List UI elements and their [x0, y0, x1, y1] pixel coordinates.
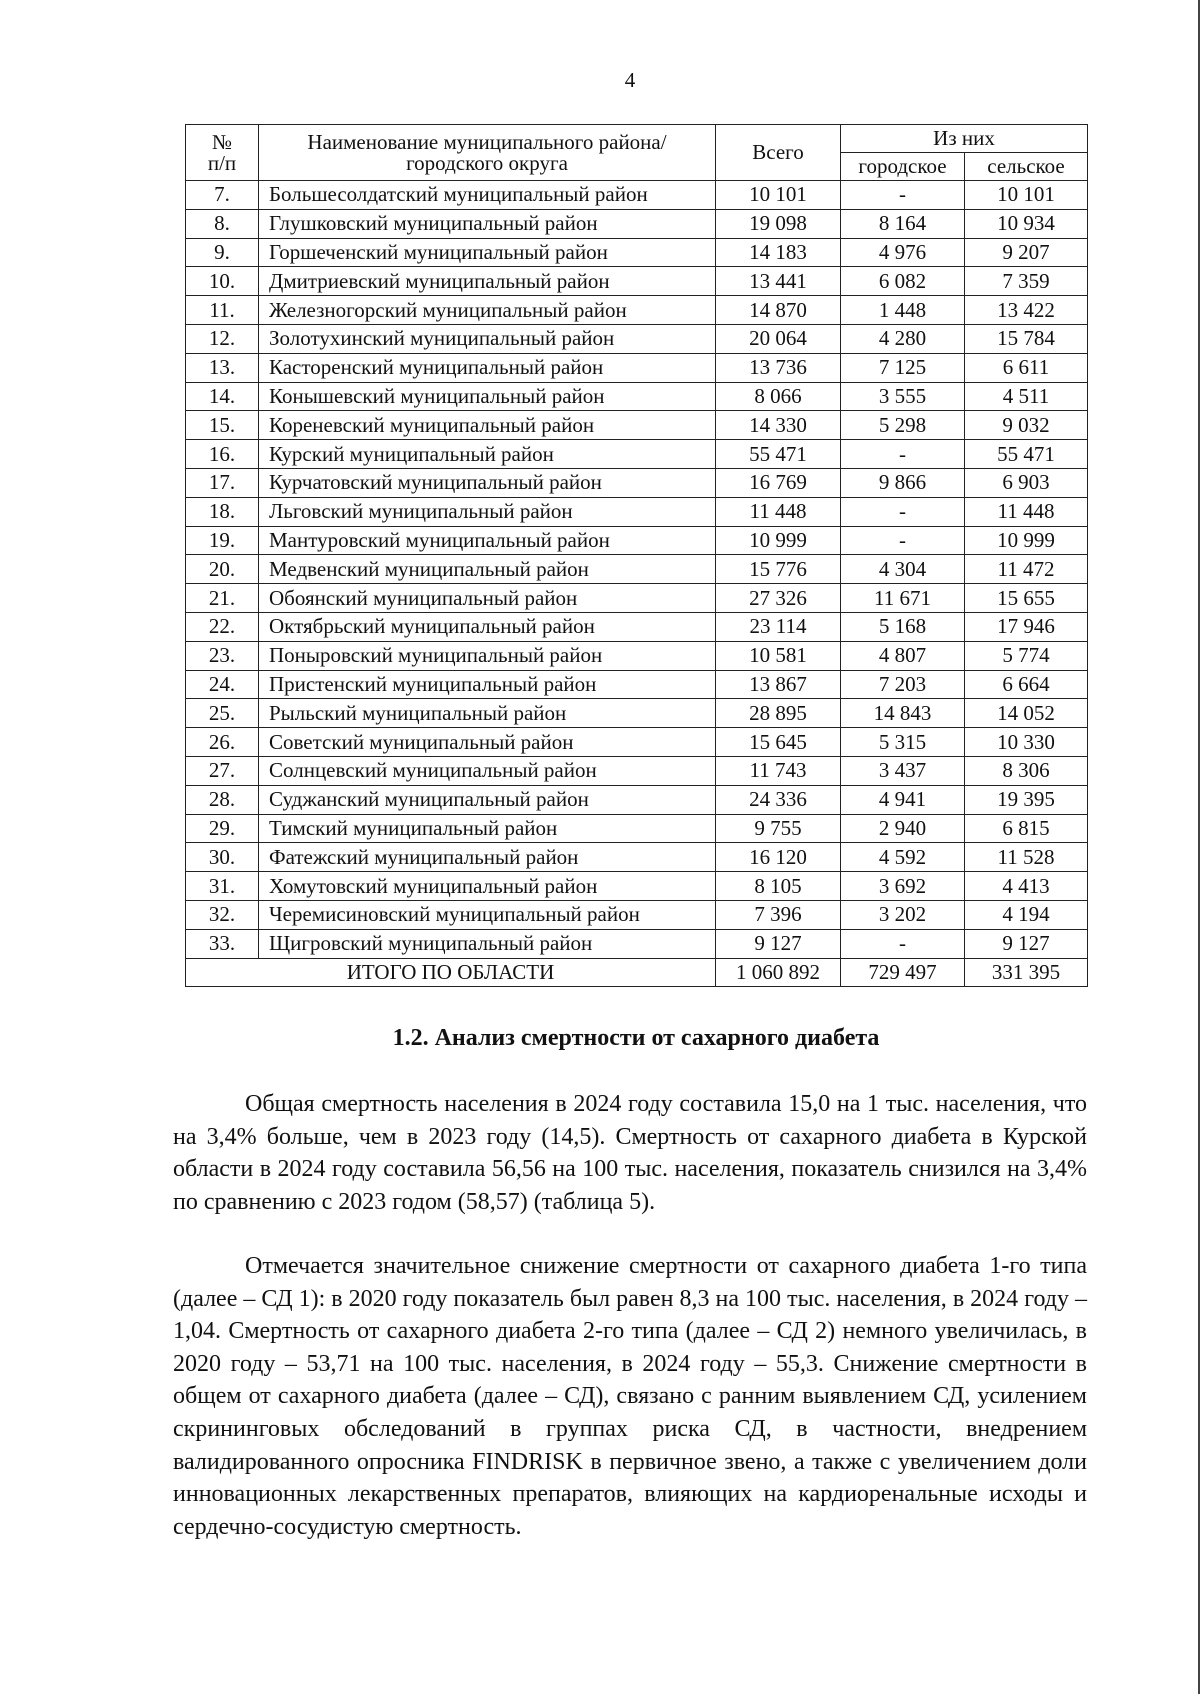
row-number: 32.: [186, 900, 259, 929]
table-row: [186, 699, 1088, 728]
row-district-name: Черемисиновский муниципальный район: [259, 900, 716, 929]
totals-label: ИТОГО ПО ОБЛАСТИ: [186, 958, 716, 987]
page-number: 4: [624, 68, 636, 92]
row-district-name: Солнцевский муниципальный район: [259, 756, 716, 785]
row-urban: -: [841, 440, 965, 469]
row-district-name: Курчатовский муниципальный район: [259, 468, 716, 497]
row-number: 22.: [186, 612, 259, 641]
table-row: [186, 584, 1088, 613]
row-number: 24.: [186, 670, 259, 699]
row-total: 20 064: [716, 324, 841, 353]
row-district-name: Мантуровский муниципальный район: [259, 526, 716, 555]
table-row: [186, 267, 1088, 296]
table-row: [186, 526, 1088, 555]
row-total: 14 870: [716, 296, 841, 325]
row-rural: 4 413: [965, 872, 1088, 901]
header-urban: городское: [841, 153, 965, 181]
row-urban: 2 940: [841, 814, 965, 843]
row-urban: 3 555: [841, 382, 965, 411]
row-rural: 11 472: [965, 555, 1088, 584]
row-number: 15.: [186, 411, 259, 440]
row-total: 55 471: [716, 440, 841, 469]
row-total: 10 581: [716, 641, 841, 670]
row-district-name: Рыльский муниципальный район: [259, 699, 716, 728]
row-number: 11.: [186, 296, 259, 325]
paragraph-diabetes-types: Отмечается значительное снижение смертности от сахарного диабета 1-го типа (далее – СД 1): в 2020 году показатель был равен 8,3 на 100 тыс. населения, в 2024 году – 1,04. Смертность от сахарного диабета 2-го типа (далее – СД 2) немного увеличилась, в 2020 году – 53,71 на 100 тыс. населения, в 2024 году – 55,3. Снижение смертности в общем от сахарного диабета (далее – СД), связано с ранним выявлением СД, усилением скрининговых обследований в группах риска СД, в частности, внедрением валидированного опросника FINDRISK в первичное звено, а также с увеличением доли инновационных лекарственных препаратов, влияющих на кардиоренальные исходы и сердечно-сосудистую смертность.: [173, 1253, 1087, 1540]
row-urban: 7 203: [841, 670, 965, 699]
row-rural: 55 471: [965, 440, 1088, 469]
row-district-name: Глушковский муниципальный район: [259, 209, 716, 238]
row-total: 11 448: [716, 497, 841, 526]
row-rural: 8 306: [965, 756, 1088, 785]
row-district-name: Октябрьский муниципальный район: [259, 612, 716, 641]
totals-row: [186, 958, 1088, 987]
table-row: [186, 324, 1088, 353]
row-district-name: Поныровский муниципальный район: [259, 641, 716, 670]
row-urban: 5 298: [841, 411, 965, 440]
table-header: [186, 125, 1088, 181]
row-rural: 6 903: [965, 468, 1088, 497]
row-urban: 4 280: [841, 324, 965, 353]
row-urban: 8 164: [841, 209, 965, 238]
row-rural: 17 946: [965, 612, 1088, 641]
table-row: [186, 641, 1088, 670]
row-total: 16 769: [716, 468, 841, 497]
paragraph-mortality-overview: Общая смертность населения в 2024 году составила 15,0 на 1 тыс. населения, что на 3,4% больше, чем в 2023 году (14,5). Смертность от сахарного диабета в Курской области в 2024 году составила 56,56 на 100 тыс. населения, показатель снизился на 3,4% по сравнению с 2023 годом (58,57) (таблица 5).: [173, 1091, 1087, 1215]
table-body: [186, 181, 1088, 959]
row-number: 13.: [186, 353, 259, 382]
row-district-name: Фатежский муниципальный район: [259, 843, 716, 872]
row-urban: 1 448: [841, 296, 965, 325]
row-total: 24 336: [716, 785, 841, 814]
table-row: [186, 785, 1088, 814]
row-rural: 4 194: [965, 900, 1088, 929]
row-number: 12.: [186, 324, 259, 353]
row-district-name: Обоянский муниципальный район: [259, 584, 716, 613]
row-district-name: Хомутовский муниципальный район: [259, 872, 716, 901]
row-district-name: Горшеченский муниципальный район: [259, 238, 716, 267]
header-total: Всего: [716, 125, 841, 181]
row-urban: 7 125: [841, 353, 965, 382]
row-urban: 11 671: [841, 584, 965, 613]
header-number-line1: №: [211, 129, 233, 154]
table-row: [186, 728, 1088, 757]
table-row: [186, 756, 1088, 785]
row-urban: -: [841, 526, 965, 555]
header-number: [186, 125, 259, 181]
row-rural: 5 774: [965, 641, 1088, 670]
row-number: 9.: [186, 238, 259, 267]
header-of-them: Из них: [841, 125, 1088, 153]
table-row: [186, 238, 1088, 267]
row-number: 18.: [186, 497, 259, 526]
header-name-line1: Наименование муниципального района/: [307, 129, 667, 154]
row-total: 11 743: [716, 756, 841, 785]
row-rural: 4 511: [965, 382, 1088, 411]
row-number: 20.: [186, 555, 259, 584]
row-total: 9 127: [716, 929, 841, 958]
row-number: 31.: [186, 872, 259, 901]
row-number: 26.: [186, 728, 259, 757]
row-district-name: Пристенский муниципальный район: [259, 670, 716, 699]
row-district-name: Касторенский муниципальный район: [259, 353, 716, 382]
population-table: [185, 124, 1088, 987]
row-rural: 9 032: [965, 411, 1088, 440]
row-rural: 14 052: [965, 699, 1088, 728]
row-number: 21.: [186, 584, 259, 613]
row-total: 8 066: [716, 382, 841, 411]
table-row: [186, 555, 1088, 584]
row-number: 19.: [186, 526, 259, 555]
row-total: 13 736: [716, 353, 841, 382]
row-number: 23.: [186, 641, 259, 670]
table-row: [186, 670, 1088, 699]
row-total: 13 867: [716, 670, 841, 699]
row-total: 13 441: [716, 267, 841, 296]
row-number: 30.: [186, 843, 259, 872]
row-total: 19 098: [716, 209, 841, 238]
row-rural: 9 127: [965, 929, 1088, 958]
header-number-line2: п/п: [207, 150, 237, 175]
table-row: [186, 353, 1088, 382]
row-rural: 9 207: [965, 238, 1088, 267]
row-urban: 9 866: [841, 468, 965, 497]
row-rural: 11 528: [965, 843, 1088, 872]
row-urban: 3 437: [841, 756, 965, 785]
row-district-name: Кореневский муниципальный район: [259, 411, 716, 440]
row-district-name: Щигровский муниципальный район: [259, 929, 716, 958]
row-rural: 10 934: [965, 209, 1088, 238]
row-urban: 5 315: [841, 728, 965, 757]
table-row: [186, 929, 1088, 958]
row-rural: 13 422: [965, 296, 1088, 325]
totals-urban: 729 497: [841, 958, 965, 987]
row-urban: 3 202: [841, 900, 965, 929]
row-rural: 15 655: [965, 584, 1088, 613]
row-number: 14.: [186, 382, 259, 411]
row-number: 8.: [186, 209, 259, 238]
row-rural: 6 664: [965, 670, 1088, 699]
row-urban: -: [841, 929, 965, 958]
table-row: [186, 900, 1088, 929]
row-rural: 11 448: [965, 497, 1088, 526]
row-total: 10 999: [716, 526, 841, 555]
header-name: [259, 125, 716, 181]
table-row: [186, 181, 1088, 210]
row-rural: 10 999: [965, 526, 1088, 555]
row-number: 29.: [186, 814, 259, 843]
row-rural: 10 330: [965, 728, 1088, 757]
row-number: 16.: [186, 440, 259, 469]
totals-rural: 331 395: [965, 958, 1088, 987]
table-row: [186, 814, 1088, 843]
row-total: 9 755: [716, 814, 841, 843]
totals-total: 1 060 892: [716, 958, 841, 987]
row-number: 10.: [186, 267, 259, 296]
row-urban: 6 082: [841, 267, 965, 296]
row-total: 8 105: [716, 872, 841, 901]
table-row: [186, 468, 1088, 497]
row-urban: 5 168: [841, 612, 965, 641]
table-row: [186, 209, 1088, 238]
table-row: [186, 497, 1088, 526]
row-urban: 4 807: [841, 641, 965, 670]
table-row: [186, 612, 1088, 641]
row-district-name: Большесолдатский муниципальный район: [259, 181, 716, 210]
row-district-name: Золотухинский муниципальный район: [259, 324, 716, 353]
row-district-name: Железногорский муниципальный район: [259, 296, 716, 325]
row-total: 7 396: [716, 900, 841, 929]
row-total: 14 330: [716, 411, 841, 440]
row-number: 27.: [186, 756, 259, 785]
row-total: 28 895: [716, 699, 841, 728]
row-urban: 14 843: [841, 699, 965, 728]
row-district-name: Суджанский муниципальный район: [259, 785, 716, 814]
row-total: 15 645: [716, 728, 841, 757]
row-urban: -: [841, 497, 965, 526]
row-number: 17.: [186, 468, 259, 497]
row-district-name: Медвенский муниципальный район: [259, 555, 716, 584]
table-row: [186, 296, 1088, 325]
row-urban: 4 941: [841, 785, 965, 814]
row-district-name: Советский муниципальный район: [259, 728, 716, 757]
row-number: 7.: [186, 181, 259, 210]
row-urban: 4 304: [841, 555, 965, 584]
row-urban: 4 592: [841, 843, 965, 872]
table-row: [186, 843, 1088, 872]
row-district-name: Курский муниципальный район: [259, 440, 716, 469]
row-district-name: Дмитриевский муниципальный район: [259, 267, 716, 296]
row-total: 15 776: [716, 555, 841, 584]
row-district-name: Льговский муниципальный район: [259, 497, 716, 526]
row-rural: 10 101: [965, 181, 1088, 210]
section-title: 1.2. Анализ смертности от сахарного диабета: [392, 1025, 880, 1051]
row-urban: 4 976: [841, 238, 965, 267]
row-urban: -: [841, 181, 965, 210]
row-total: 23 114: [716, 612, 841, 641]
row-rural: 7 359: [965, 267, 1088, 296]
row-urban: 3 692: [841, 872, 965, 901]
row-number: 25.: [186, 699, 259, 728]
table-row: [186, 440, 1088, 469]
row-district-name: Тимский муниципальный район: [259, 814, 716, 843]
row-rural: 6 815: [965, 814, 1088, 843]
row-rural: 15 784: [965, 324, 1088, 353]
header-rural: сельское: [965, 153, 1088, 181]
header-name-line2: городского округа: [406, 150, 568, 175]
row-number: 28.: [186, 785, 259, 814]
table-row: [186, 382, 1088, 411]
table-row: [186, 872, 1088, 901]
row-total: 27 326: [716, 584, 841, 613]
row-district-name: Конышевский муниципальный район: [259, 382, 716, 411]
table-row: [186, 411, 1088, 440]
row-total: 16 120: [716, 843, 841, 872]
row-rural: 6 611: [965, 353, 1088, 382]
row-total: 14 183: [716, 238, 841, 267]
row-number: 33.: [186, 929, 259, 958]
row-total: 10 101: [716, 181, 841, 210]
row-rural: 19 395: [965, 785, 1088, 814]
